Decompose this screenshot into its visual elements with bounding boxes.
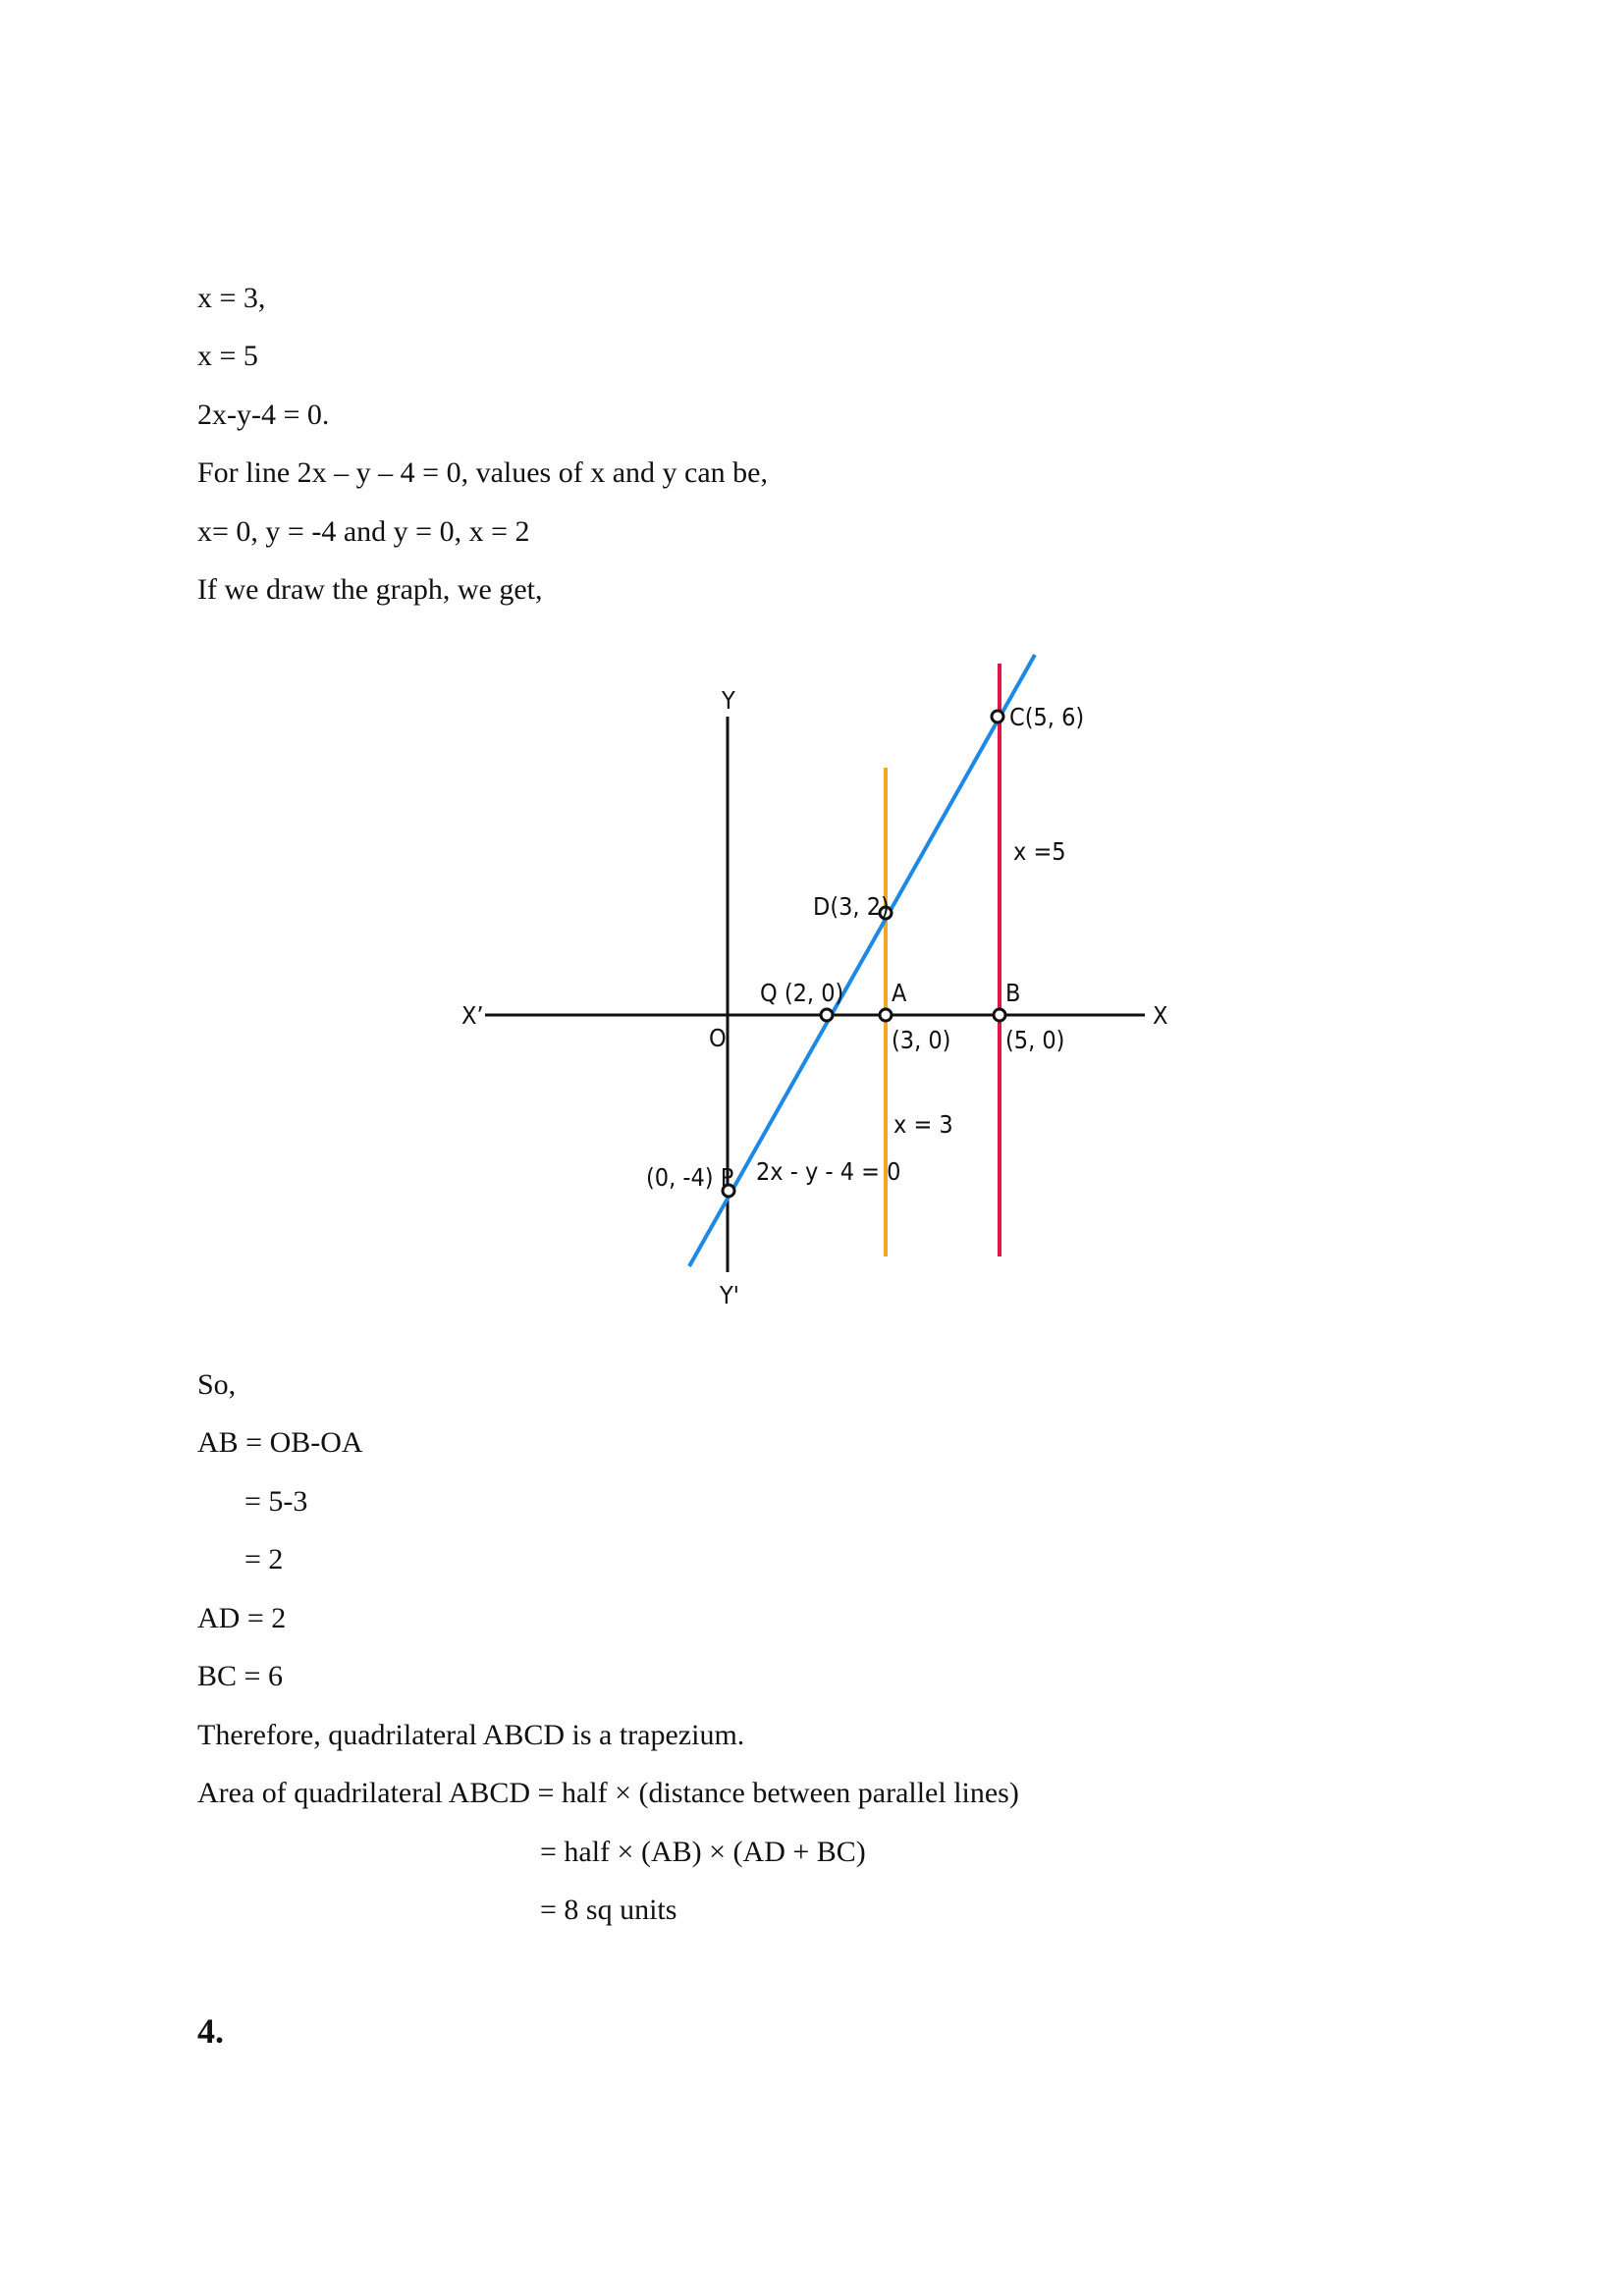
point-b [994,1009,1005,1021]
text-line-ab: AB = OB-OA [197,1426,363,1459]
text-line-area: Area of quadrilateral ABCD = half × (distance between parallel lines) [197,1777,1019,1809]
label-point-d: D(3, 2) [813,892,890,921]
label-line-diag: 2x - y - 4 = 0 [756,1157,901,1186]
question-number-heading: 4. [197,2011,224,2051]
text-line-trapezium: Therefore, quadrilateral ABCD is a trapezium. [197,1719,745,1751]
text-line-ab-result: = 2 [244,1543,284,1575]
label-coord-b: (5, 0) [1005,1026,1065,1054]
text-line-ab-calc: = 5-3 [244,1485,308,1518]
text-line-for-line: For line 2x – y – 4 = 0, values of x and y can be, [197,456,768,489]
label-point-b: B [1005,979,1021,1007]
point-c [992,711,1003,722]
label-point-c: C(5, 6) [1009,703,1085,731]
label-point-a: A [892,979,907,1007]
text-line-so: So, [197,1368,237,1401]
text-line-area-formula: = half × (AB) × (AD + BC) [540,1836,866,1868]
text-line-equation: 2x-y-4 = 0. [197,399,330,431]
axis-label-y: Y [722,686,735,715]
label-line-x5: x =5 [1013,837,1066,866]
label-point-q: Q (2, 0) [760,979,844,1007]
point-a [880,1009,892,1021]
text-line-draw-graph: If we draw the graph, we get, [197,573,543,606]
text-line-ad: AD = 2 [197,1602,287,1634]
text-line-x-equals-5: x = 5 [197,340,258,372]
text-line-values: x= 0, y = -4 and y = 0, x = 2 [197,515,530,548]
point-q [821,1009,833,1021]
text-line-area-result: = 8 sq units [540,1894,677,1926]
text-line-x-equals-3: x = 3, [197,282,266,314]
axis-label-x: X [1153,1001,1168,1030]
graph-figure [442,638,1188,1325]
axis-label-y-prime: Y' [720,1281,739,1309]
label-point-p: (0, -4) P [646,1163,734,1192]
text-line-bc: BC = 6 [197,1660,283,1692]
axis-label-x-prime: X’ [461,1001,484,1030]
origin-label: O [709,1024,727,1052]
label-line-x3: x = 3 [893,1110,953,1139]
label-coord-a: (3, 0) [892,1026,951,1054]
